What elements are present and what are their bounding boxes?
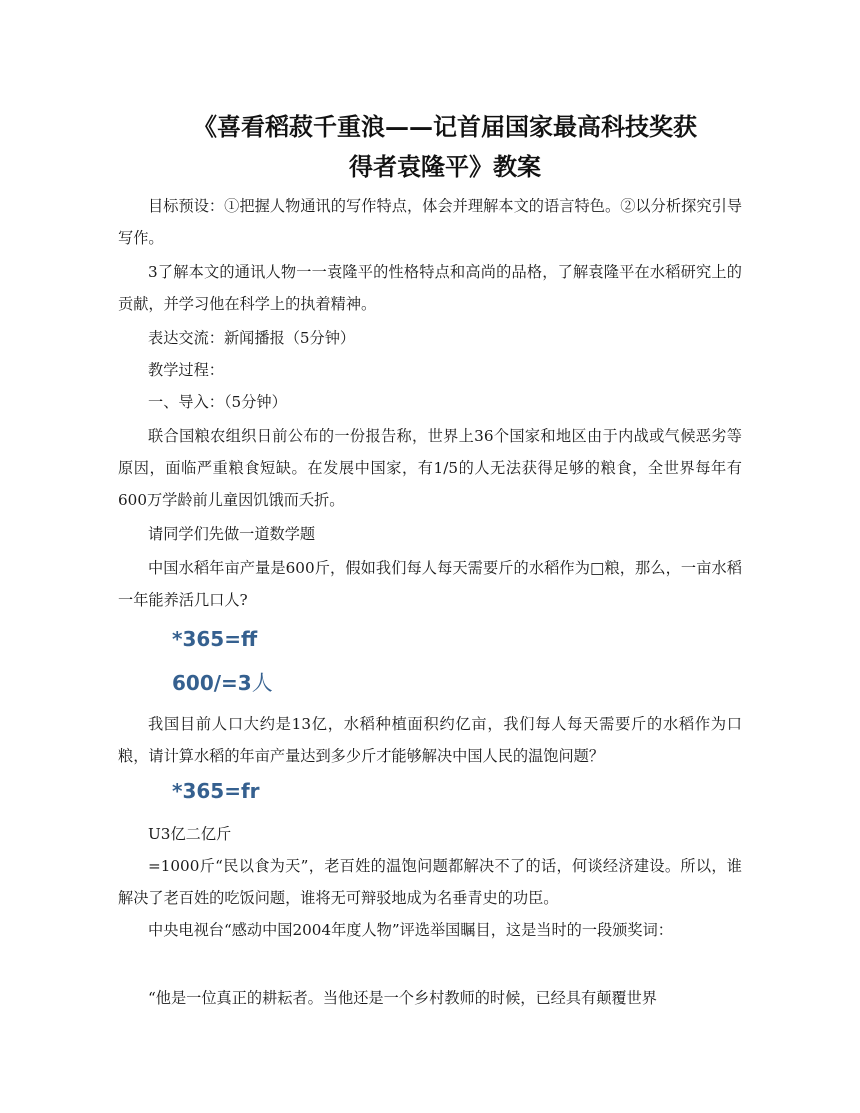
paragraph-calc-result: U3亿二亿斤 [148, 825, 232, 843]
paragraph-food-importance: =1000斤“民以食为天”，老百姓的温饱问题都解决不了的话，何谈经济建设。所以，谁解决了老百姓的吃饭问题，谁将无可辩驳地成为名垂青史的功臣。 [118, 857, 742, 907]
math-formula-2-value: 600/=3 [172, 671, 252, 695]
paragraph-award-quote: “他是一位真正的耕耘者。当他还是一个乡村教师的时候，已经具有颠覆世界 [148, 989, 657, 1007]
paragraph-expression: 表达交流：新闻播报（5分钟） [148, 329, 356, 347]
paragraph-math-prompt: 请同学们先做一道数学题 [148, 525, 316, 543]
paragraph-goals: 目标预设：①把握人物通讯的写作特点，体会并理解本文的语言特色。②以分析探究引导写作。 [118, 197, 742, 247]
document-title-line-1: 《喜看稻菽千重浪——记首届国家最高科技奖获 [193, 112, 697, 141]
paragraph-fao-report: 联合国粮农组织日前公布的一份报告称，世界上36个国家和地区由于内战或气候恶劣等原因，面临严重粮食短缺。在发展中国家，有1/5的人无法获得足够的粮食，全世界每年有600万学龄前儿童因饥饿而夭折。 [118, 427, 742, 509]
paragraph-process-heading: 教学过程： [148, 361, 224, 379]
math-formula-3: *365=fr [172, 779, 260, 803]
math-formula-1: *365=ff [172, 627, 258, 651]
document-title-line-2: 得者袁隆平》教案 [349, 152, 541, 181]
paragraph-math-question-2: 我国目前人口大约是13亿，水稻种植面积约亿亩，我们每人每天需要斤的水稻作为口粮，请计算水稻的年亩产量达到多少斤才能够解决中国人民的温饱问题？ [118, 715, 742, 765]
paragraph-math-question-1: 中国水稻年亩产量是600斤，假如我们每人每天需要斤的水稻作为□粮，那么，一亩水稻一年能养活几口人? [118, 559, 742, 609]
paragraph-understanding: 3了解本文的通讯人物一一袁隆平的性格特点和高尚的品格，了解袁隆平在水稻研究上的贡献，并学习他在科学上的执着精神。 [118, 263, 742, 313]
math-formula-2 [172, 668, 273, 698]
paragraph-cctv-award: 中央电视台“感动中国2004年度人物”评选举国瞩目，这是当时的一段颁奖词： [148, 921, 673, 939]
math-formula-2-unit: 人 [251, 671, 273, 695]
paragraph-intro-heading: 一、导入：（5分钟） [148, 393, 287, 411]
